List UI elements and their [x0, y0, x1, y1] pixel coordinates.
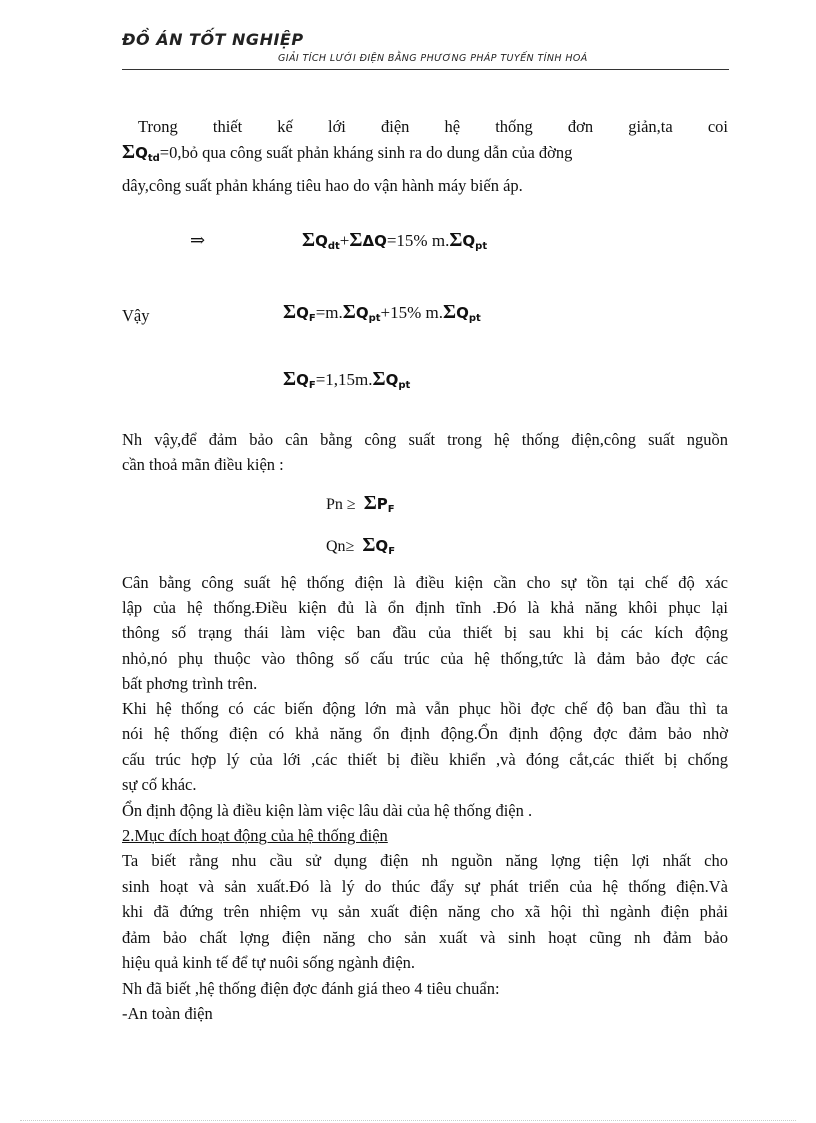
paragraph-stability: Ổn định động là điều kiện làm việc lâu dài của hệ thống điện .: [122, 801, 533, 820]
paragraph-purpose-line: sinh hoạt và sản xuất.Đó là lý do thúc đẩy sự phát triển của hệ thống điện.Và: [122, 877, 728, 896]
subscript-td: td: [147, 153, 160, 164]
paragraph-intro-line1: Trong thiết kế lới điện hệ thống đơn giản,ta coi: [138, 117, 728, 136]
paragraph-balance-line: Cân bằng công suất hệ thống điện là điều kiện cần cho sự tồn tại chế độ xác: [122, 573, 728, 592]
equation-1: $\Sigma Q_{dt}+\Sigma\Delta Q=15\%$ $m.\Sigma Q_{pt}$: [302, 229, 488, 252]
q-symbol: Q: [135, 144, 148, 162]
paragraph-balance-line: thông số trạng thái làm việc ban đầu của thiết bị sau khi bị các kích động: [122, 623, 728, 642]
paragraph-balance-line: nhỏ,nó phụ thuộc vào thông số cấu trúc của hệ thống,tức là đảm bảo đợc các: [122, 649, 728, 668]
label-vay: Vậy: [122, 306, 150, 325]
paragraph-balance-line: lập của hệ thống.Điều kiện đủ là ổn định tĩnh .Đó là khả năng khôi phục lại: [122, 598, 728, 617]
paragraph-purpose-line: khi đã đứng trên nhiệm vụ sản xuất điện năng cho xã hội thì ngành điện phải: [122, 902, 728, 921]
paragraph-purpose-line: đảm bảo chất lợng điện năng cho sản xuất và sinh hoạt cũng nh đảm bảo: [122, 928, 728, 947]
paragraph-dynamic-line: nói hệ thống điện có khả năng ổn định động.Ổn định động đợc đảm bảo nhờ: [122, 724, 728, 743]
condition-pn: $Pn \ge \Sigma P_F$: [326, 492, 395, 515]
list-item: -An toàn điện: [122, 1004, 213, 1023]
page-bottom-edge: [20, 1120, 796, 1121]
paragraph-dynamic-line: cấu trúc hợp lý của lới ,các thiết bị điều khiển ,và đóng cắt,các thiết bị chống: [122, 750, 728, 769]
paragraph-criteria: Nh đã biết ,hệ thống điện đợc đánh giá theo 4 tiêu chuẩn:: [122, 979, 500, 998]
paragraph-condition-line1: Nh vậy,để đảm bảo cân bằng công suất trong hệ thống điện,công suất nguồn: [122, 430, 728, 449]
section-heading: 2.Mục đích hoạt động của hệ thống điện: [122, 826, 388, 845]
condition-qn: $Qn\ge \Sigma Q_F$: [326, 534, 396, 557]
paragraph-balance-last: bất phơng trình trên.: [122, 674, 258, 693]
paragraph-purpose-line: Ta biết rằng nhu cầu sử dụng điện nh nguồn năng lợng tiện lợi nhất cho: [122, 851, 728, 870]
paragraph-intro-line2-text: =0,bỏ qua công suất phản kháng sinh ra do dung dẫn của đờng: [159, 143, 573, 162]
paragraph-intro-line2: [122, 140, 728, 171]
paragraph-dynamic-line: Khi hệ thống có các biến động lớn mà vẫn phục hồi đợc chế độ ban đầu thì ta: [122, 699, 728, 718]
sigma-symbol: Σ: [302, 229, 316, 251]
paragraph-dynamic-last: sự cố khác.: [122, 775, 197, 794]
header-divider: [122, 69, 729, 70]
document-header-subtitle: GIẢI TÍCH LƯỚI ĐIỆN BẰNG PHƯƠNG PHÁP TUYẾN TÍNH HOÁ: [278, 53, 588, 64]
paragraph-purpose-last: hiệu quả kinh tế để tự nuôi sống ngành điện.: [122, 953, 416, 972]
sigma-symbol: Σ: [122, 141, 136, 163]
equation-3: $\Sigma Q_F=1,15m.\Sigma Q_{pt}$: [283, 368, 411, 391]
implies-arrow: ⇒: [190, 230, 206, 250]
paragraph-intro-line3: dây,công suất phản kháng tiêu hao do vận hành máy biến áp.: [122, 176, 523, 195]
paragraph-condition-line2: cần thoả mãn điều kiện :: [122, 455, 284, 474]
equation-2: $\Sigma Q_F=m.\Sigma Q_{pt}+15\%$ $m.\Sigma Q_{pt}$: [283, 301, 481, 324]
document-header-title: ĐỒ ÁN TỐT NGHIỆP: [122, 30, 304, 49]
